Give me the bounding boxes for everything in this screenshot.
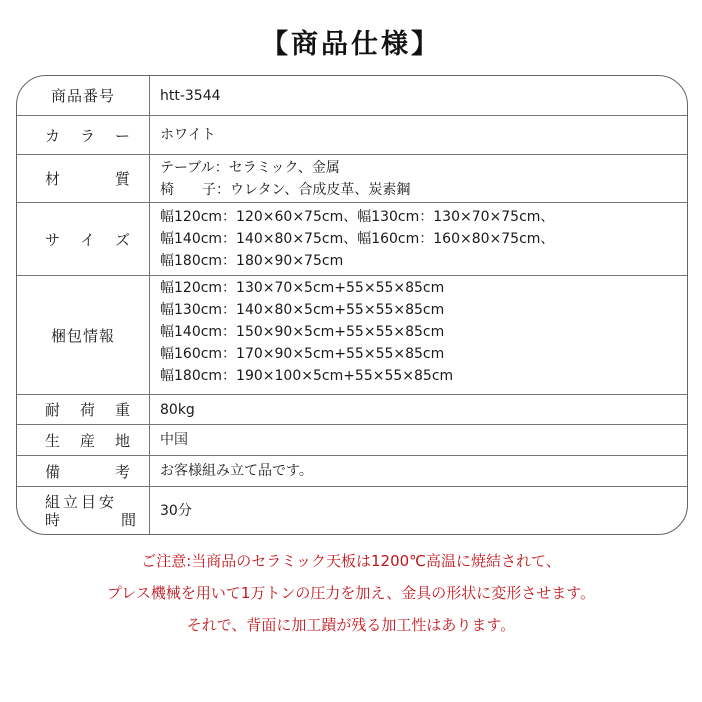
packaging-line: 幅130cm：140×80×5cm+55×55×85cm (160, 302, 445, 318)
spec-row-assembly-time (17, 486, 687, 534)
packaging-line: 幅120cm：130×70×5cm+55×55×85cm (160, 280, 445, 296)
assembly-time-label-char: 間 (120, 510, 137, 529)
packaging-line: 幅180cm：190×100×5cm+55×55×85cm (160, 368, 454, 384)
remarks-label (17, 456, 150, 486)
origin-label-char: 地 (114, 431, 131, 450)
packaging-line: 幅160cm：170×90×5cm+55×55×85cm (160, 346, 445, 362)
load-capacity-value: 80kg (160, 401, 195, 418)
material-line: 椅 子：ウレタン、合成皮革、炭素鋼 (160, 181, 411, 198)
spec-row-origin (17, 424, 687, 455)
spec-row-remarks (17, 455, 687, 486)
packaging-value (150, 276, 687, 394)
remarks-label-char: 備 (45, 462, 62, 481)
assembly-time-label-char: 時 (45, 510, 62, 529)
size-line: 幅120cm：120×60×75cm、幅130cm：130×70×75cm、 (160, 209, 555, 225)
spec-row-packaging (17, 275, 687, 394)
origin-value: 中国 (160, 432, 188, 448)
notice-line: ご注意:当商品のセラミック天板は1200℃高温に焼結されて、 (141, 552, 561, 570)
packaging-line: 幅140cm：150×90×5cm+55×55×85cm (160, 324, 445, 340)
material-label (17, 155, 150, 202)
packaging-label: 梱包情報 (17, 276, 150, 394)
spec-row-product-number (17, 76, 687, 115)
product-number-value: htt-3544 (160, 87, 221, 104)
origin-label-char: 産 (79, 431, 96, 450)
size-line: 幅180cm：180×90×75cm (160, 253, 344, 269)
color-value: ホワイト (160, 127, 216, 143)
spec-row-size (17, 202, 687, 275)
size-label-char: ズ (114, 230, 131, 249)
spec-row-load-capacity (17, 394, 687, 424)
material-label-char: 材 (45, 170, 62, 188)
product-number-label: 商品番号 (17, 76, 150, 115)
assembly-time-label-line2 (45, 511, 137, 529)
material-label-char: 質 (114, 170, 131, 188)
size-value (150, 203, 687, 275)
size-label-char: イ (79, 230, 96, 249)
assembly-time-value: 30分 (160, 502, 192, 519)
color-label-char: ー (114, 126, 131, 145)
load-capacity-label-char: 耐 (45, 401, 62, 419)
assembly-time-label-line1: 組立目安 (45, 492, 118, 511)
load-capacity-label-char: 重 (114, 401, 131, 419)
material-value (150, 155, 687, 202)
color-label-char: ラ (79, 126, 96, 145)
notice-line: プレス機械を用いて1万トンの圧力を加え、金具の形状に変形させます。 (106, 584, 596, 602)
page-title: 【商品仕様】 (261, 29, 441, 60)
remarks-label-char: 考 (114, 462, 131, 481)
spec-table (16, 75, 688, 535)
color-label-char: カ (45, 126, 62, 145)
color-label (17, 116, 150, 154)
notice-line: それで、背面に加工蹟が残る加工性はあります。 (186, 616, 516, 634)
spec-row-material (17, 154, 687, 202)
assembly-time-label (17, 487, 150, 534)
load-capacity-label-char: 荷 (79, 401, 96, 419)
load-capacity-label (17, 395, 150, 424)
size-label-char: サ (45, 230, 62, 249)
origin-label-char: 生 (45, 431, 62, 450)
spec-row-color (17, 115, 687, 154)
size-label (17, 203, 150, 275)
material-line: テーブル：セラミック、金属 (160, 159, 340, 176)
size-line: 幅140cm：140×80×75cm、幅160cm：160×80×75cm、 (160, 231, 555, 247)
remarks-value: お客様組み立て品です。 (160, 463, 313, 479)
origin-label (17, 425, 150, 455)
